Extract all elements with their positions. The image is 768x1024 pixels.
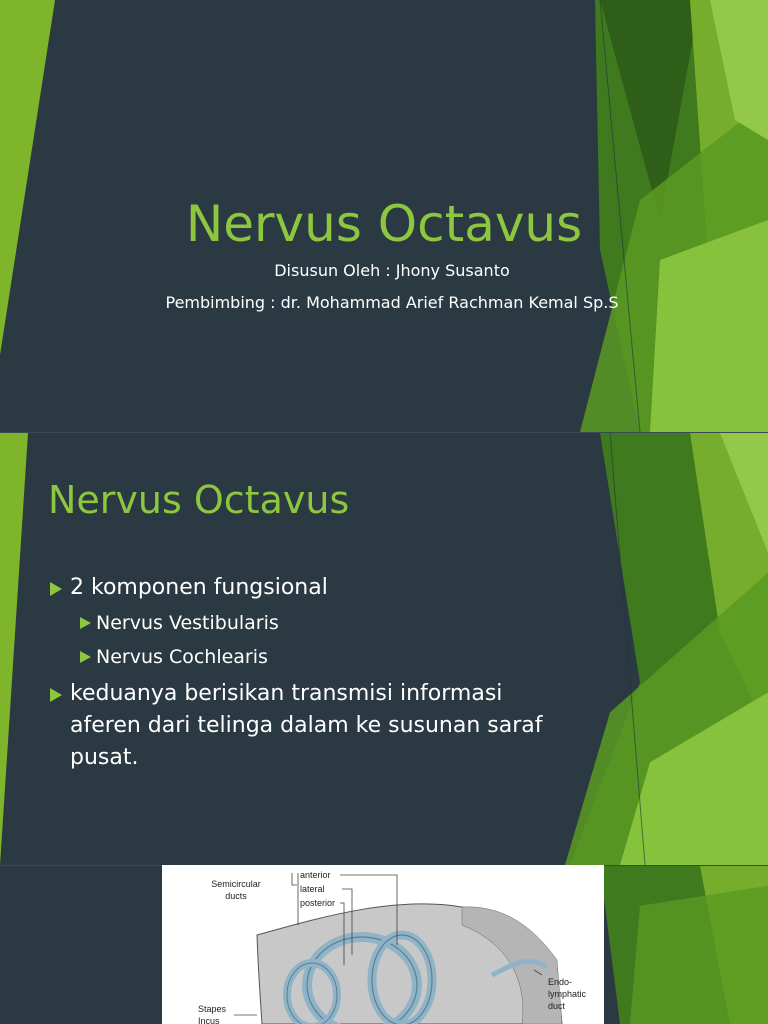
bullet-item: [48, 678, 568, 774]
inner-ear-figure: [162, 865, 604, 1024]
bullet-triangle-icon: [50, 688, 62, 702]
label-endo: Endo-: [548, 977, 573, 987]
label-stapes: Stapes: [198, 1004, 227, 1014]
label-lateral: lateral: [300, 884, 325, 894]
sub-bullet-item: [78, 640, 568, 674]
bullet-list: [48, 572, 568, 774]
bullet-text: 2 komponen fungsional: [70, 575, 328, 600]
sub-bullet-text: Nervus Vestibularis: [96, 612, 279, 634]
label-anterior: anterior: [300, 870, 331, 880]
sub-bullet-text: Nervus Cochlearis: [96, 646, 268, 668]
sub-bullet-item: [78, 606, 568, 640]
inner-ear-diagram: [162, 865, 604, 1024]
bullet-triangle-icon: [80, 651, 91, 663]
slide-2-title: Nervus Octavus: [48, 478, 350, 522]
label-incus: Incus: [198, 1016, 220, 1024]
advisor-line: Pembimbing : dr. Mohammad Arief Rachman Kemal Sp.S: [165, 293, 619, 312]
bullet-item: [48, 572, 568, 604]
slide-1-title: Nervus Octavus: [185, 195, 583, 253]
title-slide: [0, 0, 768, 432]
bullet-text: keduanya berisikan transmisi informasi aferen dari telinga dalam ke susunan saraf pusat.: [70, 681, 543, 770]
label-duct: duct: [548, 1001, 566, 1011]
label-posterior: posterior: [300, 898, 336, 908]
label-semicircular: Semicircular: [211, 879, 261, 889]
author-line: Disusun Oleh : Jhony Susanto: [274, 261, 510, 280]
bullet-triangle-icon: [50, 582, 62, 596]
label-ducts: ducts: [225, 891, 247, 901]
label-lymphatic: lymphatic: [548, 989, 587, 999]
bullet-triangle-icon: [80, 617, 91, 629]
